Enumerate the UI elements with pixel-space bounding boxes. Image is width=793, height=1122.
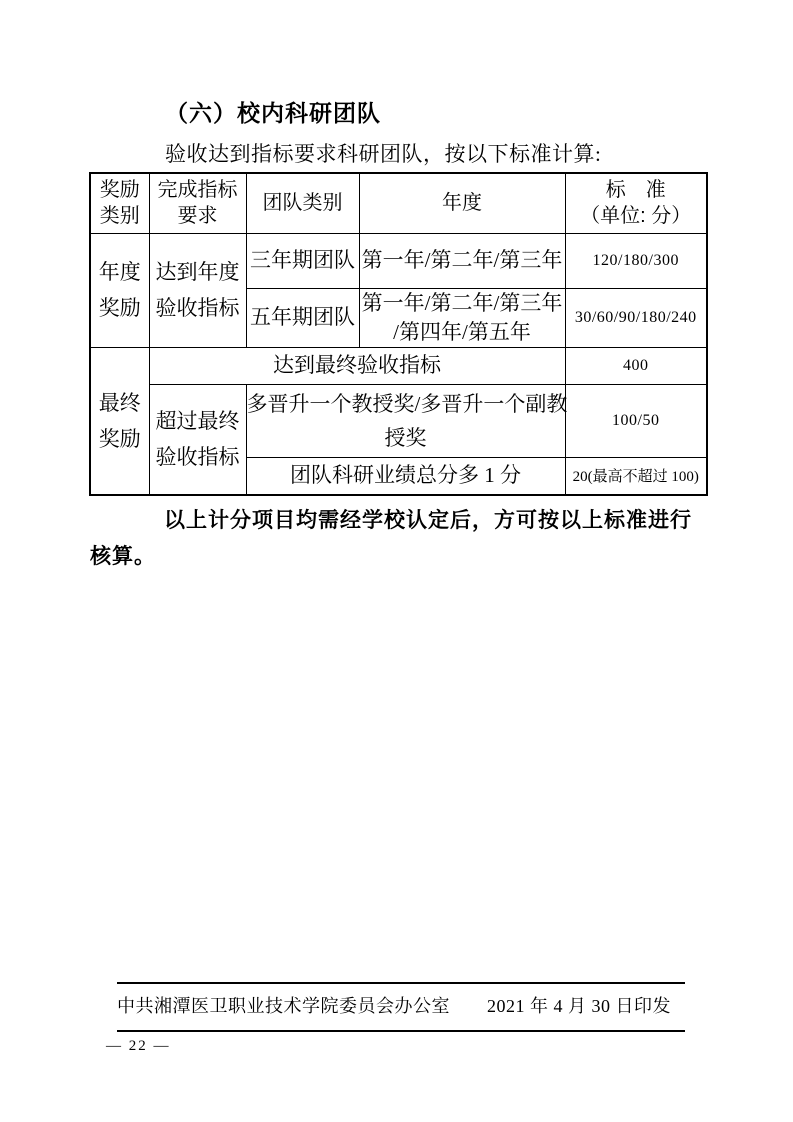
cell-text: 达到最终验收指标 bbox=[273, 353, 441, 377]
intro-paragraph: 验收达到指标要求科研团队，按以下标准计算: bbox=[165, 142, 602, 166]
cell-text: 最终 bbox=[98, 390, 141, 415]
header-text: 完成指标 bbox=[157, 179, 238, 202]
cell-text: 团队科研业绩总分多 1 分 bbox=[290, 463, 521, 488]
note-paragraph bbox=[90, 503, 705, 575]
cell-annual-requirement bbox=[149, 233, 246, 347]
table-row-promotion bbox=[90, 384, 707, 457]
cell-text: 达到年度 bbox=[155, 260, 240, 284]
cell-five-year-score: 30/60/90/180/240 bbox=[565, 288, 707, 347]
header-text: 要求 bbox=[177, 205, 218, 228]
header-standard bbox=[565, 173, 707, 233]
cell-text: 多晋升一个教授奖/多晋升一个副教 bbox=[246, 391, 568, 416]
header-text: 标 准 bbox=[605, 179, 666, 202]
note-line: 以上计分项目均需经学校认定后，方可按以上标准进行 bbox=[164, 509, 692, 532]
cell-text: /第四年/第五年 bbox=[393, 319, 531, 344]
header-indicator-requirement bbox=[149, 173, 246, 233]
cell-text: 年度 bbox=[98, 260, 141, 284]
cell-text: 奖励 bbox=[98, 296, 141, 320]
table-header-row bbox=[90, 173, 707, 233]
cell-five-year-team bbox=[246, 288, 359, 347]
cell-five-year-years bbox=[359, 288, 565, 347]
cell-three-year-team bbox=[246, 233, 359, 288]
cell-promotion-score: 100/50 bbox=[565, 384, 707, 457]
colophon-top-rule bbox=[117, 982, 685, 984]
header-text: 奖励 bbox=[99, 179, 140, 202]
colophon-bottom-rule bbox=[117, 1030, 685, 1032]
cell-final-reach bbox=[149, 347, 565, 384]
cell-text: 三年期团队 bbox=[250, 248, 355, 272]
score-table bbox=[89, 172, 708, 496]
header-reward-category bbox=[90, 173, 149, 233]
print-date-text: 2021 年 4 月 30 日印发 bbox=[487, 996, 671, 1016]
section-heading: （六）校内科研团队 bbox=[165, 100, 381, 126]
header-text: 年度 bbox=[442, 192, 482, 215]
cell-text: 第一年/第二年/第三年 bbox=[361, 248, 563, 272]
table-row-three-year bbox=[90, 233, 707, 288]
cell-annual-reward bbox=[90, 233, 149, 347]
cell-three-year-score: 120/180/300 bbox=[565, 233, 707, 288]
cell-extra-point-score: 20(最高不超过 100) bbox=[565, 457, 707, 495]
header-year bbox=[359, 173, 565, 233]
cell-text: 授奖 bbox=[384, 425, 427, 450]
cell-exceed-requirement bbox=[149, 384, 246, 495]
header-text: （单位: 分） bbox=[580, 205, 692, 228]
cell-extra-point bbox=[246, 457, 565, 495]
cell-text: 超过最终 bbox=[155, 409, 240, 434]
cell-text: 第一年/第二年/第三年 bbox=[361, 290, 563, 315]
table-row-final-reach bbox=[90, 347, 707, 384]
cell-text: 五年期团队 bbox=[250, 305, 355, 329]
cell-final-reach-score: 400 bbox=[565, 347, 707, 384]
header-team-category bbox=[246, 173, 359, 233]
cell-promotion bbox=[246, 384, 568, 457]
note-line: 核算。 bbox=[90, 545, 156, 568]
header-text: 团队类别 bbox=[262, 192, 343, 215]
cell-text: 验收指标 bbox=[155, 296, 240, 320]
cell-text: 验收指标 bbox=[155, 445, 240, 470]
page-number: — 22 — bbox=[106, 1038, 171, 1054]
colophon-row bbox=[117, 992, 685, 1018]
cell-final-reward bbox=[90, 347, 149, 495]
cell-three-year-years bbox=[359, 233, 565, 288]
header-text: 类别 bbox=[99, 205, 140, 228]
issuer-text: 中共湘潭医卫职业技术学院委员会办公室 bbox=[117, 996, 450, 1016]
cell-text: 奖励 bbox=[98, 426, 141, 451]
